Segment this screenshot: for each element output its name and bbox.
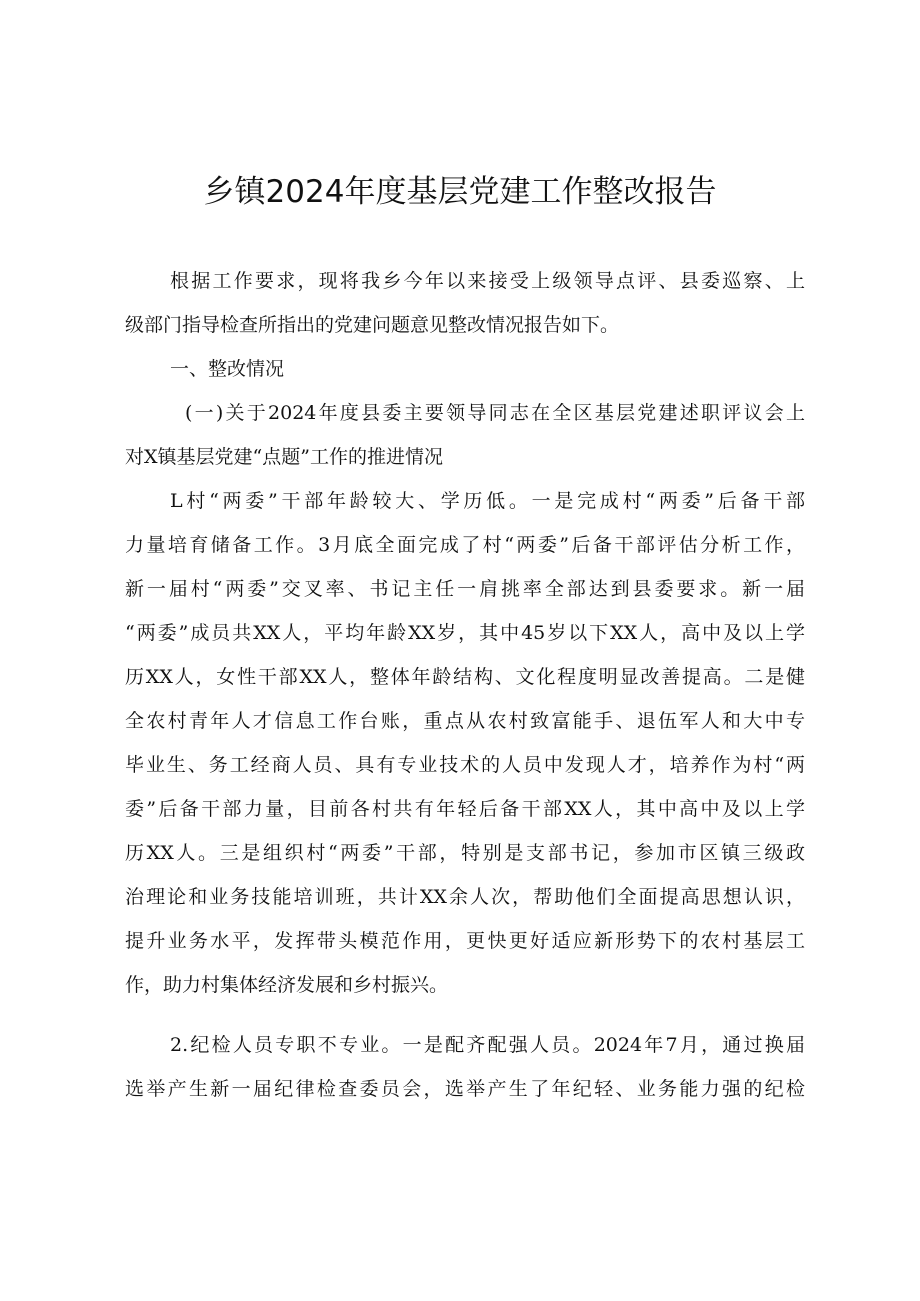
- subsection-heading: (一)关于2024年度县委主要领导同志在全区基层党建述职评议会上: [185, 402, 805, 424]
- document-title: 乡镇2024年度基层党建工作整改报告: [203, 174, 717, 210]
- paragraph-line: 治理论和业务技能培训班，共计XX余人次，帮助他们全面提高思想认识，: [125, 886, 805, 908]
- paragraph-line: 历XX人，女性干部XX人，整体年龄结构、文化程度明显改善提高。二是健: [125, 666, 805, 688]
- paragraph-line: 作，助力村集体经济发展和乡村振兴。: [125, 974, 449, 996]
- section-heading: 一、整改情况: [170, 358, 285, 380]
- paragraph-line: 历XX人。三是组织村“两委”干部，特别是支部书记，参加市区镇三级政: [125, 842, 805, 864]
- paragraph-line: 毕业生、务工经商人员、具有专业技术的人员中发现人才，培养作为村“两: [125, 754, 805, 776]
- paragraph-line: 委”后备干部力量，目前各村共有年轻后备干部XX人，其中高中及以上学: [125, 798, 805, 820]
- paragraph-line: 全农村青年人才信息工作台账，重点从农村致富能手、退伍军人和大中专: [125, 710, 805, 732]
- paragraph-line: 力量培育储备工作。3月底全面完成了村“两委”后备干部评估分析工作，: [125, 534, 805, 556]
- paragraph-line: 根据工作要求，现将我乡今年以来接受上级领导点评、县委巡察、上: [170, 270, 805, 292]
- paragraph-line: 选举产生新一届纪律检查委员会，选举产生了年纪轻、业务能力强的纪检: [125, 1078, 805, 1100]
- paragraph-line: 新一届村“两委”交叉率、书记主任一肩挑率全部达到县委要求。新一届: [125, 578, 805, 600]
- paragraph-line: 提升业务水平，发挥带头模范作用，更快更好适应新形势下的农村基层工: [125, 930, 805, 952]
- paragraph-line: 2.纪检人员专职不专业。一是配齐配强人员。2024年7月，通过换届: [170, 1034, 805, 1056]
- paragraph-line: “两委”成员共XX人，平均年龄XX岁，其中45岁以下XX人，高中及以上学: [125, 622, 805, 644]
- paragraph-line: 级部门指导检查所指出的党建问题意见整改情况报告如下。: [125, 314, 620, 336]
- subsection-heading: 对X镇基层党建“点题”工作的推进情况: [125, 446, 443, 468]
- paragraph-line: L村“两委”干部年龄较大、学历低。一是完成村“两委”后备干部: [170, 490, 805, 512]
